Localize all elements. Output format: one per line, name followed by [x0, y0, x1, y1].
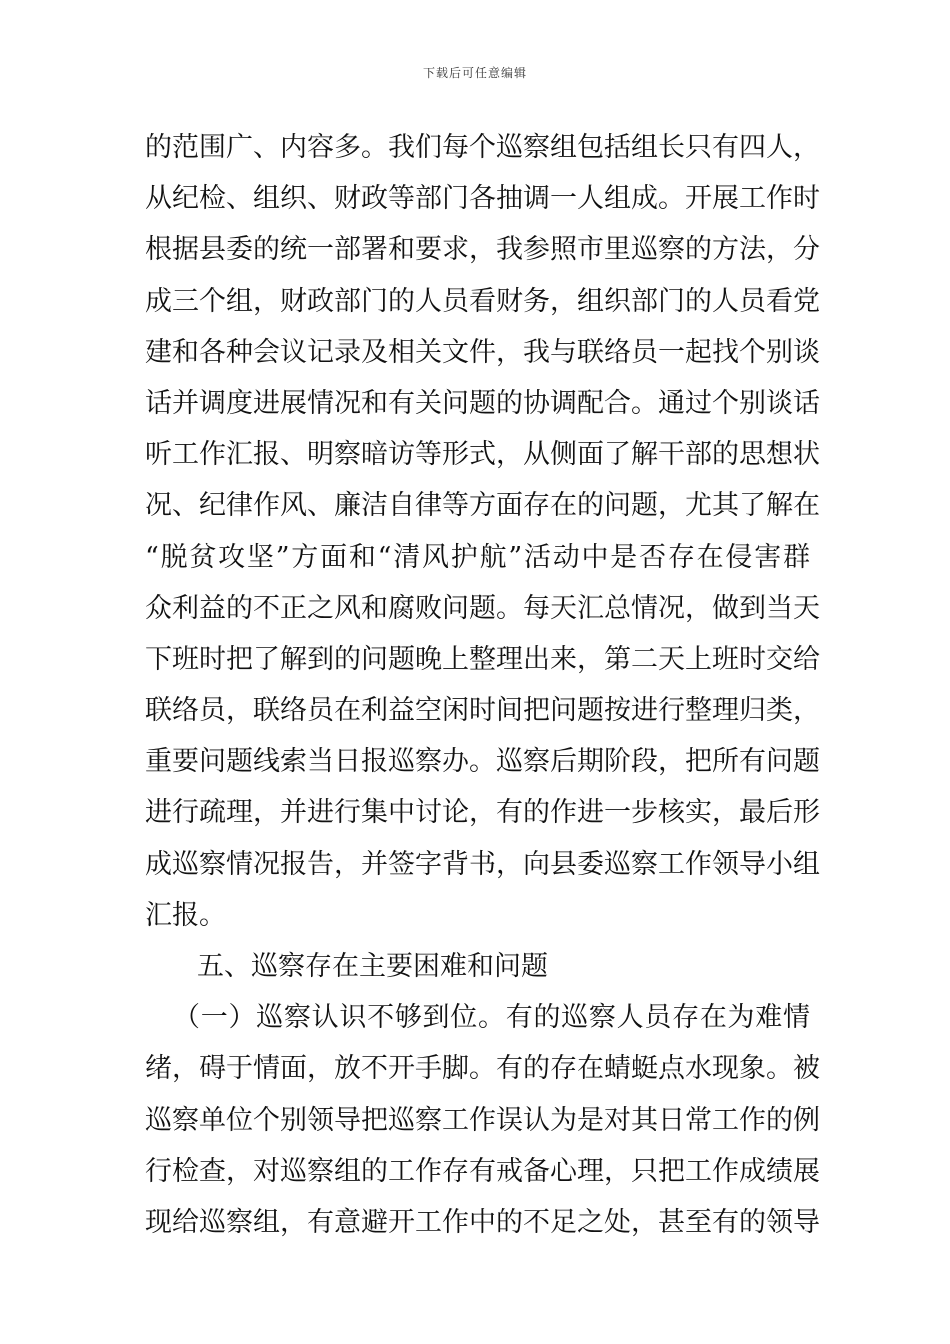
text-line: 建和各种会议记录及相关文件，我与联络员一起找个别谈 [145, 336, 820, 368]
text-line: 成三个组，财政部门的人员看财务，组织部门的人员看党 [145, 285, 820, 317]
section-heading: 五、巡察存在主要困难和问题 [197, 951, 548, 982]
text-line: 根据县委的统一部署和要求，我参照市里巡察的方法，分 [145, 234, 820, 266]
text-line: 况、纪律作风、廉洁自律等方面存在的问题，尤其了解在 [145, 490, 820, 522]
text-line: 联络员，联络员在利益空闲时间把问题按进行整理归类， [145, 695, 820, 727]
text-line: 巡察单位个别领导把巡察工作误认为是对其日常工作的例 [145, 1104, 820, 1136]
text-line: 行检查，对巡察组的工作存有戒备心理，只把工作成绩展 [145, 1155, 820, 1187]
document-body [145, 122, 820, 1248]
text-line: 进行疏理，并进行集中讨论，有的作进一步核实，最后形 [145, 797, 820, 829]
page-header-note: 下载后可任意编辑 [422, 66, 527, 80]
text-line: 重要问题线索当日报巡察办。巡察后期阶段，把所有问题 [145, 746, 820, 778]
text-line: 从纪检、组织、财政等部门各抽调一人组成。开展工作时 [145, 183, 820, 215]
text-line: 成巡察情况报告，并签字背书，向县委巡察工作领导小组 [145, 848, 820, 880]
text-line: 现给巡察组，有意避开工作中的不足之处，甚至有的领导 [145, 1206, 820, 1238]
text-line: 绪，碍于情面，放不开手脚。有的存在蜻蜓点水现象。被 [145, 1053, 820, 1085]
text-line-last: 汇报。 [145, 899, 226, 931]
text-line: 众利益的不正之风和腐败问题。每天汇总情况，做到当天 [145, 592, 820, 624]
subsection-first-line: （一）巡察认识不够到位。有的巡察人员存在为难情 [173, 1002, 810, 1034]
text-line: 下班时把了解到的问题晚上整理出来，第二天上班时交给 [145, 643, 820, 675]
text-line: 的范围广、内容多。我们每个巡察组包括组长只有四人， [145, 132, 820, 163]
text-line: “脱贫攻坚”方面和“清风护航”活动中是否存在侵害群 [145, 541, 810, 573]
text-line: 听工作汇报、明察暗访等形式，从侧面了解干部的思想状 [145, 439, 820, 471]
text-line: 话并调度进展情况和有关问题的协调配合。通过个别谈话 [145, 387, 820, 419]
